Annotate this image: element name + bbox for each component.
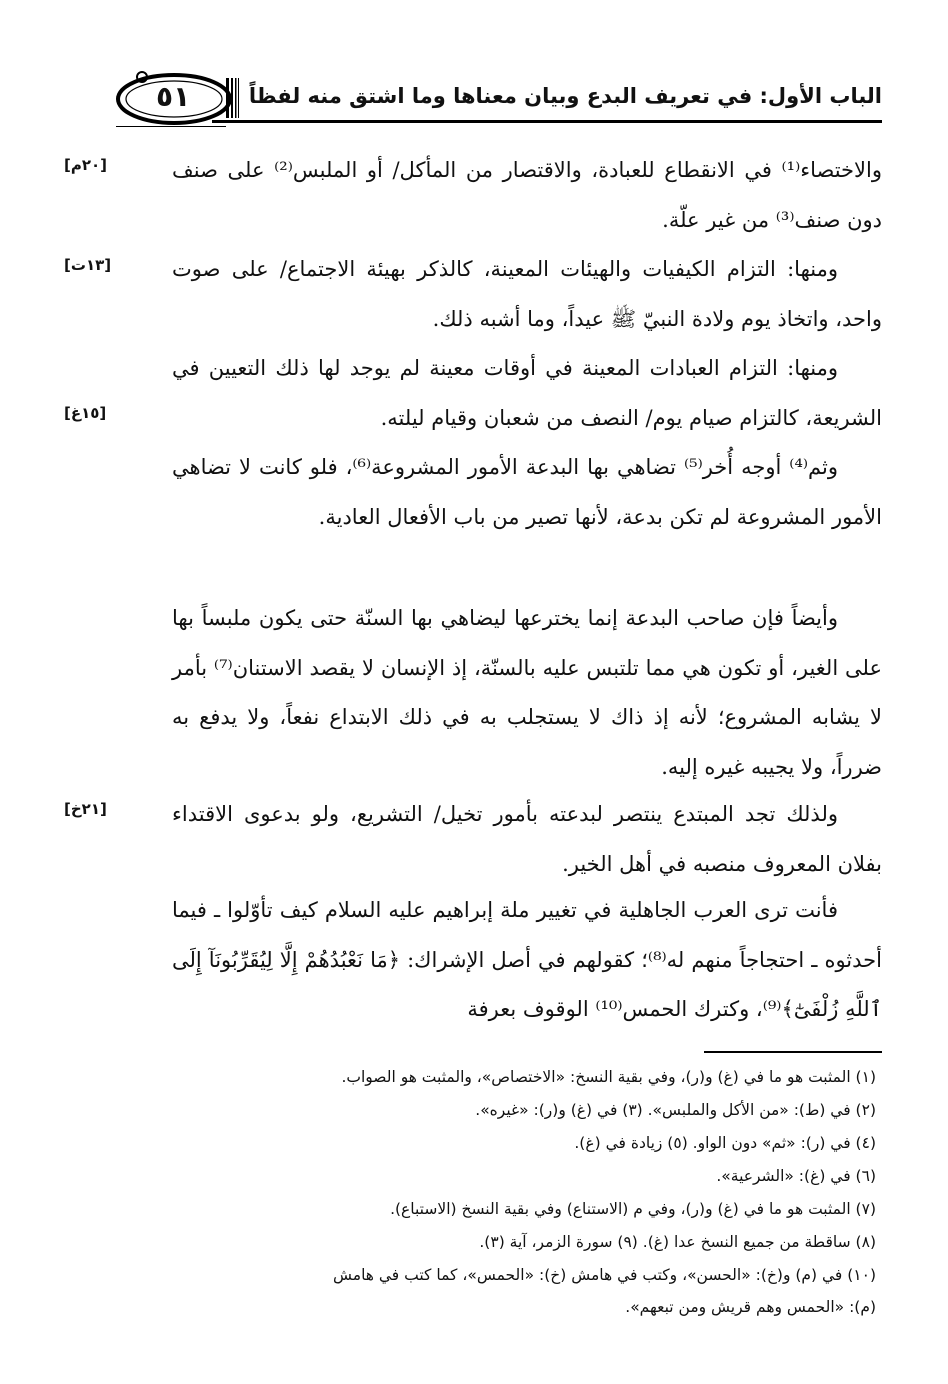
footnote-separator: [704, 1051, 882, 1053]
manuscript-marker: [١٥غ]: [64, 404, 107, 422]
manuscript-marker: [١٣ت]: [64, 256, 112, 274]
page-number: ٥١: [156, 80, 191, 113]
header-rule: [212, 120, 882, 123]
footnote: (٦) في (غ): «الشرعية».: [716, 1167, 876, 1185]
footnote: (١) المثبت هو ما في (غ) و(ر)، وفي بقية النسخ: «الاختصاص»، والمثبت هو الصواب.: [341, 1068, 876, 1086]
running-header: [112, 68, 882, 124]
paragraph-6: ولذلك تجد المبتدع ينتصر لبدعته بأمور تخيل/ التشريع، ولو بدعوى الاقتداء بفلان المعروف منصبه في أهل الخير.: [172, 802, 882, 876]
paragraph-2: ومنها: التزام الكيفيات والهيئات المعينة، كالذكر بهيئة الاجتماع/ على صوت واحد، واتخاذ يوم ولادة النبيّ ﷺ عيداً، وما أشبه ذلك.: [172, 257, 882, 331]
manuscript-marker: [٢١خ]: [64, 800, 107, 818]
paragraph-7: فأنت ترى العرب الجاهلية في تغيير ملة إبراهيم عليه السلام كيف تأوّلوا ـ فيما أحدثوه ـ احتجاجاً منهم له⁽⁸⁾؛ كقولهم في أصل الإشراك: ﴿مَا نَعْبُدُهُمْ إِلَّا لِيُقَرِّبُونَآ إِلَى ٱللَّهِ زُلْفَىٰٓ﴾⁽⁹⁾، وكترك الحمس⁽¹⁰⁾ الوقوف بعرفة: [172, 898, 882, 1021]
header-rule-secondary: [116, 126, 226, 127]
page-number-badge: [112, 68, 252, 128]
footnote: (٨) ساقطة من جميع النسخ عدا (غ). (٩) سورة الزمر، آية (٣).: [479, 1233, 876, 1251]
paragraph-1: والاختصاء⁽¹⁾ في الانقطاع للعبادة، والاقتصار من المأكل/ أو الملبس⁽²⁾ على صنف دون صنف⁽³⁾ من غير علّة.: [172, 158, 882, 232]
footnote: (م): «الحمس وهم قريش ومن تبعهم».: [625, 1298, 876, 1316]
footnote: (٧) المثبت هو ما في (غ) و(ر)، وفي م (الاستناع) وفي بقية النسخ (الاستباع).: [390, 1200, 876, 1218]
footnote: (٤) في (ر): «ثم» دون الواو. (٥) زيادة في (غ).: [574, 1134, 876, 1152]
footnote: (١٠) في (م) و(خ): «الحسن»، وكتب في هامش (خ): «الحمس»، كما كتب في هامش: [333, 1266, 876, 1284]
paragraph-5: وأيضاً فإن صاحب البدعة إنما يخترعها ليضاهي بها السنّة حتى يكون ملبساً بها على الغير، أو تكون هي مما تلتبس عليه بالسنّة، إذ الإنسان لا يقصد الاستنان⁽⁷⁾ بأمر لا يشابه المشروع؛ لأنه إذ ذاك لا يستجلب به في ذلك الابتداع نفعاً، ولا يدفع به ضرراً، ولا يجيبه غيره إليه.: [172, 606, 882, 779]
chapter-title: الباب الأول: في تعريف البدع وبيان معناها وما اشتق منه لفظاً: [248, 84, 882, 108]
paragraph-3: ومنها: التزام العبادات المعينة في أوقات معينة لم يوجد لها ذلك التعيين في الشريعة، كالتزام صيام يوم/ النصف من شعبان وقيام ليلته.: [172, 356, 882, 430]
footnote: (٢) في (ط): «من الأكل والملبس». (٣) في (غ) و(ر): «غيره».: [475, 1101, 876, 1119]
manuscript-marker: [٢٠م]: [64, 156, 108, 174]
paragraph-4: وثم⁽⁴⁾ أوجه أُخر⁽⁵⁾ تضاهي بها البدعة الأمور المشروعة⁽⁶⁾، فلو كانت لا تضاهي الأمور المشروعة لم تكن بدعة، لأنها تصير من باب الأفعال العادية.: [172, 455, 882, 529]
